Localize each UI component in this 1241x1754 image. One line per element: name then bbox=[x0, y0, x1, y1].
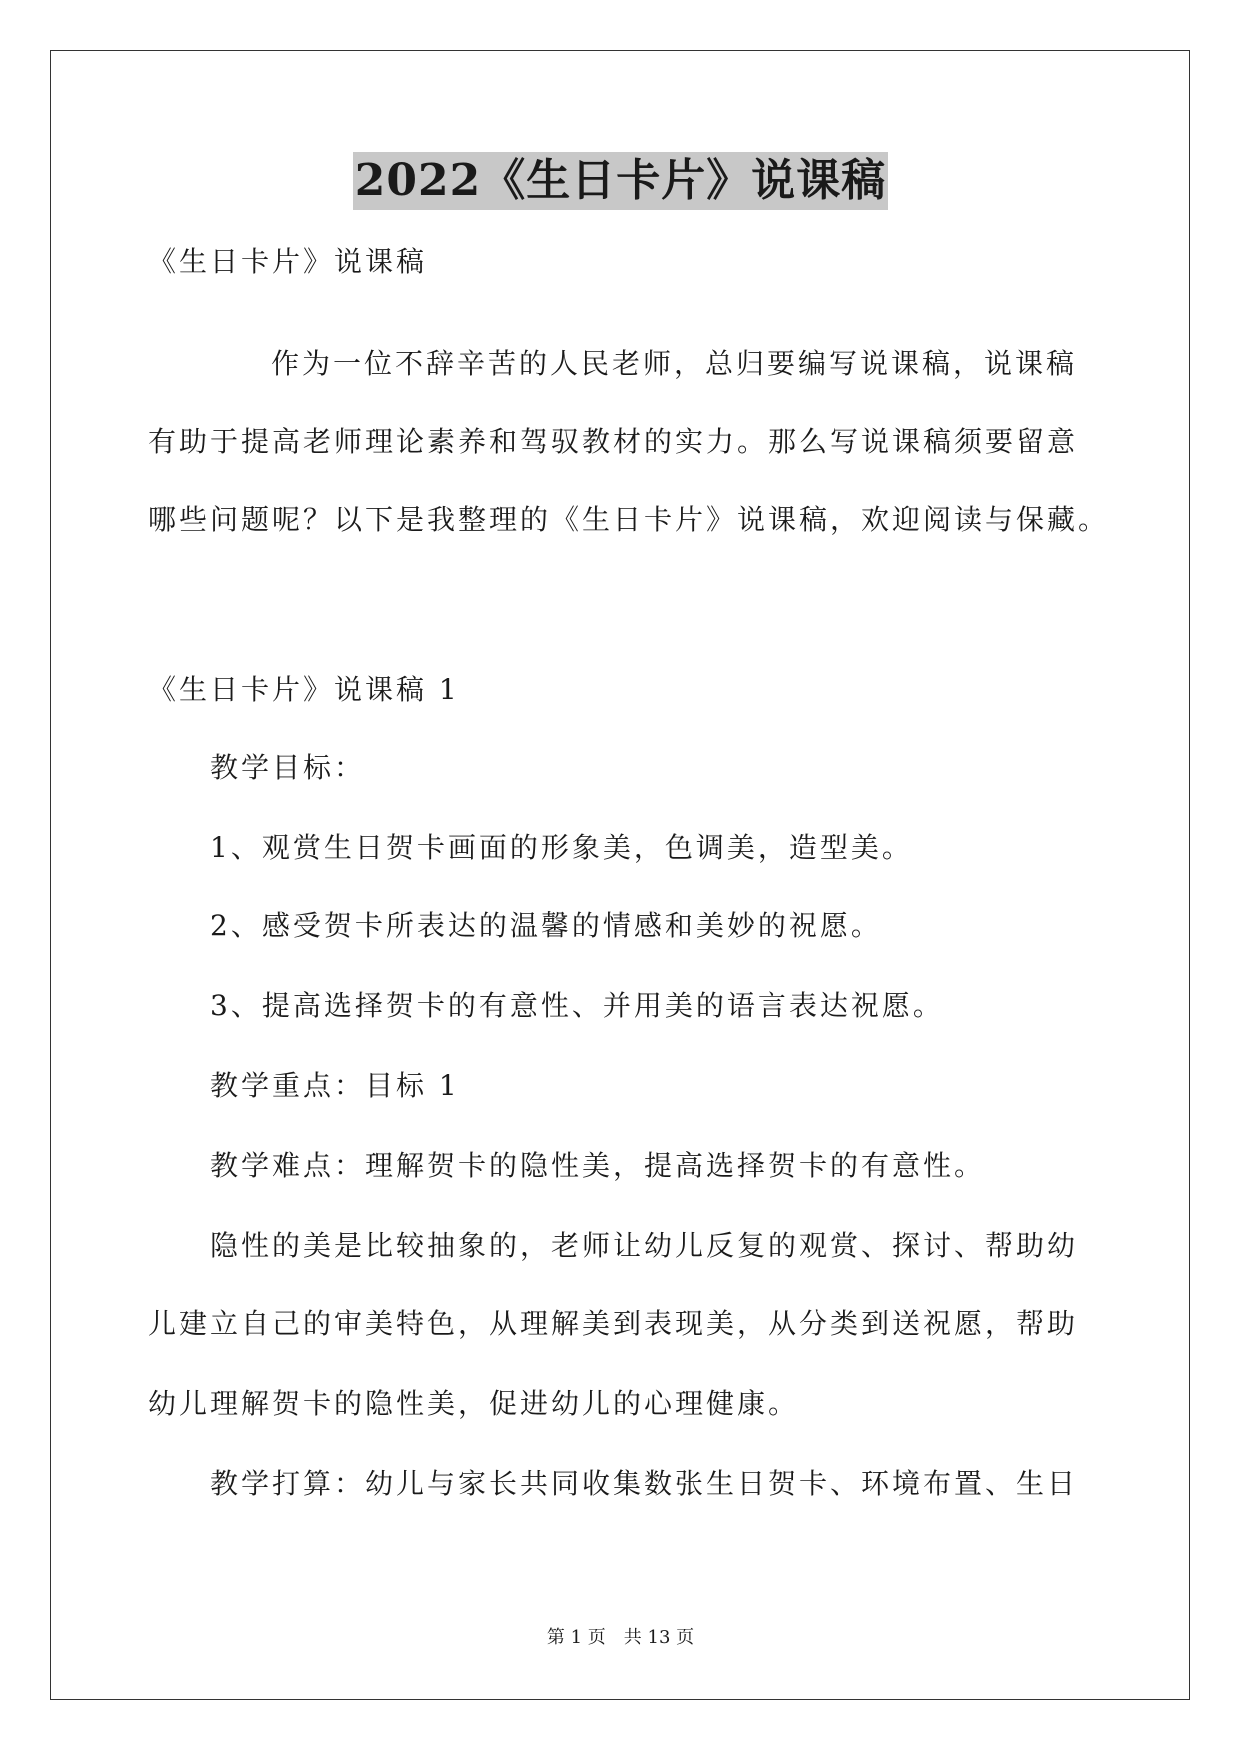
paragraph-line: 作为一位不辞辛苦的人民老师，总归要编写说课稿，说课稿 bbox=[271, 347, 1078, 380]
paragraph-line: 教学难点：理解贺卡的隐性美，提高选择贺卡的有意性。 bbox=[210, 1149, 986, 1182]
paragraph-line: 教学重点：目标 1 bbox=[210, 1069, 460, 1102]
list-item: 1、观赏生日贺卡画面的形象美，色调美，造型美。 bbox=[210, 831, 913, 864]
paragraph-line: 儿建立自己的审美特色，从理解美到表现美，从分类到送祝愿，帮助 bbox=[148, 1307, 1079, 1340]
page-footer: 第 1 页 共 13 页 bbox=[546, 1627, 695, 1648]
section-heading: 《生日卡片》说课稿 1 bbox=[148, 673, 460, 706]
subtitle: 《生日卡片》说课稿 bbox=[148, 245, 428, 278]
paragraph-line: 有助于提高老师理论素养和驾驭教材的实力。那么写说课稿须要留意 bbox=[148, 425, 1079, 458]
paragraph-line: 哪些问题呢？以下是我整理的《生日卡片》说课稿，欢迎阅读与保藏。 bbox=[148, 503, 1110, 536]
page-border bbox=[50, 50, 1190, 1700]
list-item: 3、提高选择贺卡的有意性、并用美的语言表达祝愿。 bbox=[210, 989, 944, 1022]
paragraph-line: 教学目标： bbox=[210, 751, 366, 784]
paragraph-line: 隐性的美是比较抽象的，老师让幼儿反复的观赏、探讨、帮助幼 bbox=[210, 1229, 1079, 1262]
document-title: 2022《生日卡片》说课稿 bbox=[353, 152, 888, 210]
list-item: 2、感受贺卡所表达的温馨的情感和美妙的祝愿。 bbox=[210, 909, 882, 942]
paragraph-line: 教学打算：幼儿与家长共同收集数张生日贺卡、环境布置、生日 bbox=[210, 1467, 1079, 1500]
paragraph-line: 幼儿理解贺卡的隐性美，促进幼儿的心理健康。 bbox=[148, 1387, 800, 1420]
document-title-wrap bbox=[0, 152, 1241, 210]
